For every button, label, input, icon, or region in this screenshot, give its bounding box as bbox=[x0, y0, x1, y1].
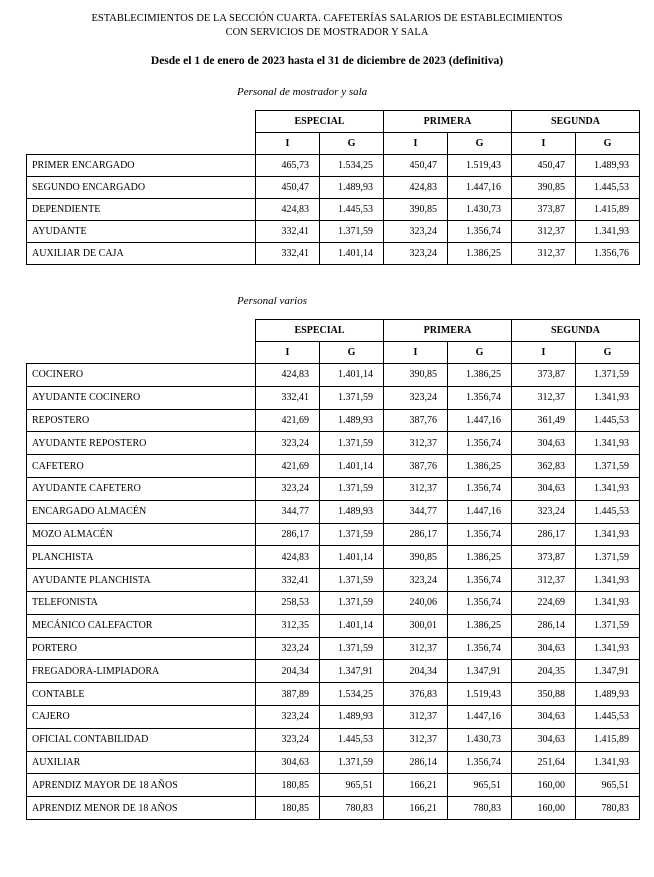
salary-value-cell: 1.445,53 bbox=[576, 500, 640, 523]
row-label: SEGUNDO ENCARGADO bbox=[27, 177, 256, 199]
salary-value-cell: 965,51 bbox=[448, 774, 512, 797]
salary-value-cell: 323,24 bbox=[384, 386, 448, 409]
sub-column-header: G bbox=[576, 133, 640, 155]
column-group-header: SEGUNDA bbox=[512, 320, 640, 342]
salary-value-cell: 312,37 bbox=[512, 221, 576, 243]
salary-value-cell: 166,21 bbox=[384, 774, 448, 797]
table-row bbox=[27, 569, 640, 592]
salary-value-cell: 304,63 bbox=[512, 705, 576, 728]
row-label: AUXILIAR DE CAJA bbox=[27, 243, 256, 265]
salary-value-cell: 780,83 bbox=[448, 797, 512, 820]
salary-value-cell: 1.356,74 bbox=[448, 477, 512, 500]
salary-value-cell: 1.447,16 bbox=[448, 409, 512, 432]
salary-value-cell: 304,63 bbox=[512, 432, 576, 455]
table-row bbox=[27, 221, 640, 243]
salary-value-cell: 204,34 bbox=[384, 660, 448, 683]
column-group-header: SEGUNDA bbox=[512, 111, 640, 133]
salary-value-cell: 286,17 bbox=[256, 523, 320, 546]
sub-column-header: G bbox=[576, 342, 640, 364]
row-label: ENCARGADO ALMACÉN bbox=[27, 500, 256, 523]
salary-value-cell: 1.445,53 bbox=[576, 177, 640, 199]
salary-value-cell: 780,83 bbox=[320, 797, 384, 820]
salary-value-cell: 323,24 bbox=[384, 569, 448, 592]
salary-value-cell: 1.445,53 bbox=[576, 409, 640, 432]
salary-value-cell: 780,83 bbox=[576, 797, 640, 820]
salary-value-cell: 1.371,59 bbox=[576, 364, 640, 387]
salary-value-cell: 1.356,74 bbox=[448, 523, 512, 546]
row-label: AYUDANTE CAFETERO bbox=[27, 477, 256, 500]
salary-value-cell: 323,24 bbox=[384, 221, 448, 243]
salary-value-cell: 304,63 bbox=[512, 728, 576, 751]
salary-value-cell: 332,41 bbox=[256, 243, 320, 265]
row-label: APRENDIZ MENOR DE 18 AÑOS bbox=[27, 797, 256, 820]
salary-value-cell: 1.519,43 bbox=[448, 155, 512, 177]
row-label: PRIMER ENCARGADO bbox=[27, 155, 256, 177]
salary-value-cell: 323,24 bbox=[384, 243, 448, 265]
salary-value-cell: 350,88 bbox=[512, 683, 576, 706]
salary-value-cell: 1.356,74 bbox=[448, 751, 512, 774]
salary-value-cell: 1.347,91 bbox=[576, 660, 640, 683]
salary-value-cell: 312,37 bbox=[384, 728, 448, 751]
table-caption-personal-varios: Personal varios bbox=[237, 295, 307, 307]
salary-value-cell: 1.356,74 bbox=[448, 569, 512, 592]
salary-value-cell: 1.371,59 bbox=[320, 569, 384, 592]
salary-value-cell: 424,83 bbox=[384, 177, 448, 199]
row-label: AYUDANTE bbox=[27, 221, 256, 243]
salary-value-cell: 1.489,93 bbox=[320, 409, 384, 432]
table-row bbox=[27, 432, 640, 455]
salary-value-cell: 390,85 bbox=[384, 364, 448, 387]
salary-value-cell: 1.371,59 bbox=[320, 637, 384, 660]
salary-value-cell: 1.371,59 bbox=[320, 386, 384, 409]
sub-column-header: G bbox=[448, 133, 512, 155]
table-row bbox=[27, 243, 640, 265]
salary-table-mostrador-y-sala bbox=[26, 110, 640, 265]
salary-value-cell: 251,64 bbox=[512, 751, 576, 774]
sub-column-header: I bbox=[256, 342, 320, 364]
salary-table-personal-varios bbox=[26, 319, 640, 820]
row-label: MOZO ALMACÉN bbox=[27, 523, 256, 546]
salary-value-cell: 312,37 bbox=[384, 705, 448, 728]
row-label: FREGADORA-LIMPIADORA bbox=[27, 660, 256, 683]
salary-value-cell: 1.371,59 bbox=[320, 477, 384, 500]
salary-value-cell: 1.371,59 bbox=[576, 455, 640, 478]
salary-value-cell: 1.447,16 bbox=[448, 705, 512, 728]
salary-value-cell: 258,53 bbox=[256, 591, 320, 614]
page-title-line1: ESTABLECIMIENTOS DE LA SECCIÓN CUARTA. CAFETERÍAS SALARIOS DE ESTABLECIMIENTOS bbox=[91, 13, 563, 24]
salary-value-cell: 1.356,74 bbox=[448, 386, 512, 409]
salary-value-cell: 390,85 bbox=[384, 199, 448, 221]
salary-value-cell: 1.341,93 bbox=[576, 432, 640, 455]
salary-value-cell: 465,73 bbox=[256, 155, 320, 177]
table-row bbox=[27, 155, 640, 177]
row-label: MECÁNICO CALEFACTOR bbox=[27, 614, 256, 637]
row-label: DEPENDIENTE bbox=[27, 199, 256, 221]
salary-value-cell: 160,00 bbox=[512, 797, 576, 820]
salary-value-cell: 1.371,59 bbox=[576, 614, 640, 637]
salary-value-cell: 1.371,59 bbox=[320, 591, 384, 614]
salary-value-cell: 323,24 bbox=[256, 728, 320, 751]
salary-value-cell: 224,69 bbox=[512, 591, 576, 614]
table-row bbox=[27, 751, 640, 774]
salary-value-cell: 1.430,73 bbox=[448, 728, 512, 751]
sub-column-header: I bbox=[384, 133, 448, 155]
table-row bbox=[27, 477, 640, 500]
salary-value-cell: 344,77 bbox=[256, 500, 320, 523]
row-label: AYUDANTE COCINERO bbox=[27, 386, 256, 409]
row-label: COCINERO bbox=[27, 364, 256, 387]
salary-value-cell: 1.341,93 bbox=[576, 523, 640, 546]
salary-value-cell: 1.534,25 bbox=[320, 155, 384, 177]
salary-value-cell: 344,77 bbox=[384, 500, 448, 523]
salary-value-cell: 387,89 bbox=[256, 683, 320, 706]
salary-value-cell: 387,76 bbox=[384, 455, 448, 478]
salary-value-cell: 1.356,74 bbox=[448, 221, 512, 243]
salary-value-cell: 1.519,43 bbox=[448, 683, 512, 706]
salary-value-cell: 1.371,59 bbox=[320, 751, 384, 774]
salary-value-cell: 332,41 bbox=[256, 221, 320, 243]
salary-value-cell: 323,24 bbox=[512, 500, 576, 523]
row-label: PORTERO bbox=[27, 637, 256, 660]
table-row bbox=[27, 177, 640, 199]
salary-value-cell: 1.356,76 bbox=[576, 243, 640, 265]
date-range-subtitle: Desde el 1 de enero de 2023 hasta el 31 de diciembre de 2023 (definitiva) bbox=[150, 55, 504, 67]
salary-value-cell: 1.347,91 bbox=[320, 660, 384, 683]
table-row bbox=[27, 705, 640, 728]
salary-value-cell: 1.341,93 bbox=[576, 637, 640, 660]
table-row bbox=[27, 500, 640, 523]
salary-value-cell: 1.341,93 bbox=[576, 751, 640, 774]
salary-value-cell: 312,37 bbox=[512, 243, 576, 265]
sub-column-header: G bbox=[448, 342, 512, 364]
column-group-header: ESPECIAL bbox=[256, 320, 384, 342]
table-row bbox=[27, 637, 640, 660]
salary-value-cell: 332,41 bbox=[256, 386, 320, 409]
column-group-header: PRIMERA bbox=[384, 111, 512, 133]
row-label: CAFETERO bbox=[27, 455, 256, 478]
table-row bbox=[27, 683, 640, 706]
row-label: TELEFONISTA bbox=[27, 591, 256, 614]
salary-value-cell: 323,24 bbox=[256, 432, 320, 455]
salary-value-cell: 1.430,73 bbox=[448, 199, 512, 221]
salary-value-cell: 965,51 bbox=[320, 774, 384, 797]
salary-value-cell: 1.371,59 bbox=[576, 546, 640, 569]
salary-value-cell: 312,37 bbox=[384, 637, 448, 660]
salary-value-cell: 332,41 bbox=[256, 569, 320, 592]
salary-value-cell: 376,83 bbox=[384, 683, 448, 706]
salary-value-cell: 1.341,93 bbox=[576, 569, 640, 592]
salary-value-cell: 450,47 bbox=[512, 155, 576, 177]
salary-value-cell: 1.415,89 bbox=[576, 199, 640, 221]
salary-value-cell: 1.445,53 bbox=[320, 728, 384, 751]
salary-value-cell: 312,37 bbox=[512, 569, 576, 592]
salary-value-cell: 373,87 bbox=[512, 364, 576, 387]
salary-value-cell: 362,83 bbox=[512, 455, 576, 478]
salary-value-cell: 1.371,59 bbox=[320, 432, 384, 455]
row-label: OFICIAL CONTABILIDAD bbox=[27, 728, 256, 751]
salary-value-cell: 1.489,93 bbox=[576, 155, 640, 177]
salary-value-cell: 1.401,14 bbox=[320, 364, 384, 387]
salary-value-cell: 1.341,93 bbox=[576, 386, 640, 409]
salary-value-cell: 1.386,25 bbox=[448, 614, 512, 637]
salary-value-cell: 1.341,93 bbox=[576, 477, 640, 500]
column-group-header: PRIMERA bbox=[384, 320, 512, 342]
salary-value-cell: 1.341,93 bbox=[576, 591, 640, 614]
salary-value-cell: 323,24 bbox=[256, 637, 320, 660]
salary-value-cell: 424,83 bbox=[256, 199, 320, 221]
salary-value-cell: 1.489,93 bbox=[320, 177, 384, 199]
row-label: AYUDANTE REPOSTERO bbox=[27, 432, 256, 455]
row-label: CONTABLE bbox=[27, 683, 256, 706]
table-row bbox=[27, 614, 640, 637]
salary-value-cell: 286,17 bbox=[512, 523, 576, 546]
table-row bbox=[27, 364, 640, 387]
salary-value-cell: 373,87 bbox=[512, 546, 576, 569]
salary-value-cell: 312,37 bbox=[512, 386, 576, 409]
salary-value-cell: 1.386,25 bbox=[448, 455, 512, 478]
salary-value-cell: 1.386,25 bbox=[448, 546, 512, 569]
table-row bbox=[27, 386, 640, 409]
salary-value-cell: 1.401,14 bbox=[320, 546, 384, 569]
salary-value-cell: 1.341,93 bbox=[576, 221, 640, 243]
column-group-header: ESPECIAL bbox=[256, 111, 384, 133]
table-caption-mostrador-y-sala: Personal de mostrador y sala bbox=[237, 86, 368, 98]
salary-value-cell: 361,49 bbox=[512, 409, 576, 432]
salary-value-cell: 160,00 bbox=[512, 774, 576, 797]
header-blank-cell bbox=[27, 111, 256, 155]
salary-value-cell: 1.489,93 bbox=[576, 683, 640, 706]
salary-value-cell: 312,37 bbox=[384, 477, 448, 500]
salary-value-cell: 312,37 bbox=[384, 432, 448, 455]
salary-value-cell: 180,85 bbox=[256, 797, 320, 820]
salary-value-cell: 1.386,25 bbox=[448, 364, 512, 387]
row-label: PLANCHISTA bbox=[27, 546, 256, 569]
row-label: AUXILIAR bbox=[27, 751, 256, 774]
table-row bbox=[27, 660, 640, 683]
salary-value-cell: 204,35 bbox=[512, 660, 576, 683]
salary-value-cell: 1.489,93 bbox=[320, 500, 384, 523]
salary-value-cell: 1.401,14 bbox=[320, 243, 384, 265]
salary-value-cell: 965,51 bbox=[576, 774, 640, 797]
salary-value-cell: 390,85 bbox=[512, 177, 576, 199]
salary-value-cell: 304,63 bbox=[512, 477, 576, 500]
row-label: APRENDIZ MAYOR DE 18 AÑOS bbox=[27, 774, 256, 797]
salary-value-cell: 286,14 bbox=[512, 614, 576, 637]
table-row bbox=[27, 591, 640, 614]
row-label: CAJERO bbox=[27, 705, 256, 728]
salary-value-cell: 286,14 bbox=[384, 751, 448, 774]
table-row bbox=[27, 455, 640, 478]
salary-value-cell: 204,34 bbox=[256, 660, 320, 683]
table-row bbox=[27, 774, 640, 797]
salary-value-cell: 1.401,14 bbox=[320, 614, 384, 637]
salary-value-cell: 1.356,74 bbox=[448, 637, 512, 660]
salary-value-cell: 1.371,59 bbox=[320, 523, 384, 546]
salary-value-cell: 387,76 bbox=[384, 409, 448, 432]
sub-column-header: I bbox=[512, 342, 576, 364]
table-row bbox=[27, 523, 640, 546]
salary-value-cell: 1.445,53 bbox=[320, 199, 384, 221]
table-row bbox=[27, 728, 640, 751]
salary-value-cell: 1.447,16 bbox=[448, 500, 512, 523]
sub-column-header: G bbox=[320, 133, 384, 155]
salary-value-cell: 373,87 bbox=[512, 199, 576, 221]
salary-value-cell: 424,83 bbox=[256, 546, 320, 569]
sub-column-header: I bbox=[384, 342, 448, 364]
salary-value-cell: 300,01 bbox=[384, 614, 448, 637]
row-label: REPOSTERO bbox=[27, 409, 256, 432]
salary-value-cell: 240,06 bbox=[384, 591, 448, 614]
page-title bbox=[0, 12, 654, 40]
table-row bbox=[27, 409, 640, 432]
salary-value-cell: 1.347,91 bbox=[448, 660, 512, 683]
salary-value-cell: 1.386,25 bbox=[448, 243, 512, 265]
header-blank-cell bbox=[27, 320, 256, 364]
table-row bbox=[27, 199, 640, 221]
salary-value-cell: 1.371,59 bbox=[320, 221, 384, 243]
salary-value-cell: 180,85 bbox=[256, 774, 320, 797]
table-row bbox=[27, 546, 640, 569]
salary-value-cell: 424,83 bbox=[256, 364, 320, 387]
sub-column-header: G bbox=[320, 342, 384, 364]
salary-value-cell: 323,24 bbox=[256, 705, 320, 728]
salary-value-cell: 304,63 bbox=[512, 637, 576, 660]
salary-value-cell: 323,24 bbox=[256, 477, 320, 500]
salary-value-cell: 421,69 bbox=[256, 455, 320, 478]
row-label: AYUDANTE PLANCHISTA bbox=[27, 569, 256, 592]
salary-value-cell: 1.445,53 bbox=[576, 705, 640, 728]
table-header-row-groups bbox=[27, 111, 640, 133]
salary-value-cell: 1.415,89 bbox=[576, 728, 640, 751]
table-header-row-groups bbox=[27, 320, 640, 342]
sub-column-header: I bbox=[512, 133, 576, 155]
salary-value-cell: 312,35 bbox=[256, 614, 320, 637]
page-title-line2: CON SERVICIOS DE MOSTRADOR Y SALA bbox=[225, 27, 429, 38]
salary-value-cell: 1.401,14 bbox=[320, 455, 384, 478]
salary-value-cell: 1.534,25 bbox=[320, 683, 384, 706]
salary-value-cell: 1.489,93 bbox=[320, 705, 384, 728]
salary-value-cell: 1.356,74 bbox=[448, 591, 512, 614]
salary-value-cell: 390,85 bbox=[384, 546, 448, 569]
salary-value-cell: 286,17 bbox=[384, 523, 448, 546]
salary-value-cell: 450,47 bbox=[384, 155, 448, 177]
salary-value-cell: 421,69 bbox=[256, 409, 320, 432]
salary-value-cell: 450,47 bbox=[256, 177, 320, 199]
table-row bbox=[27, 797, 640, 820]
sub-column-header: I bbox=[256, 133, 320, 155]
salary-value-cell: 166,21 bbox=[384, 797, 448, 820]
salary-value-cell: 1.447,16 bbox=[448, 177, 512, 199]
salary-value-cell: 1.356,74 bbox=[448, 432, 512, 455]
salary-value-cell: 304,63 bbox=[256, 751, 320, 774]
